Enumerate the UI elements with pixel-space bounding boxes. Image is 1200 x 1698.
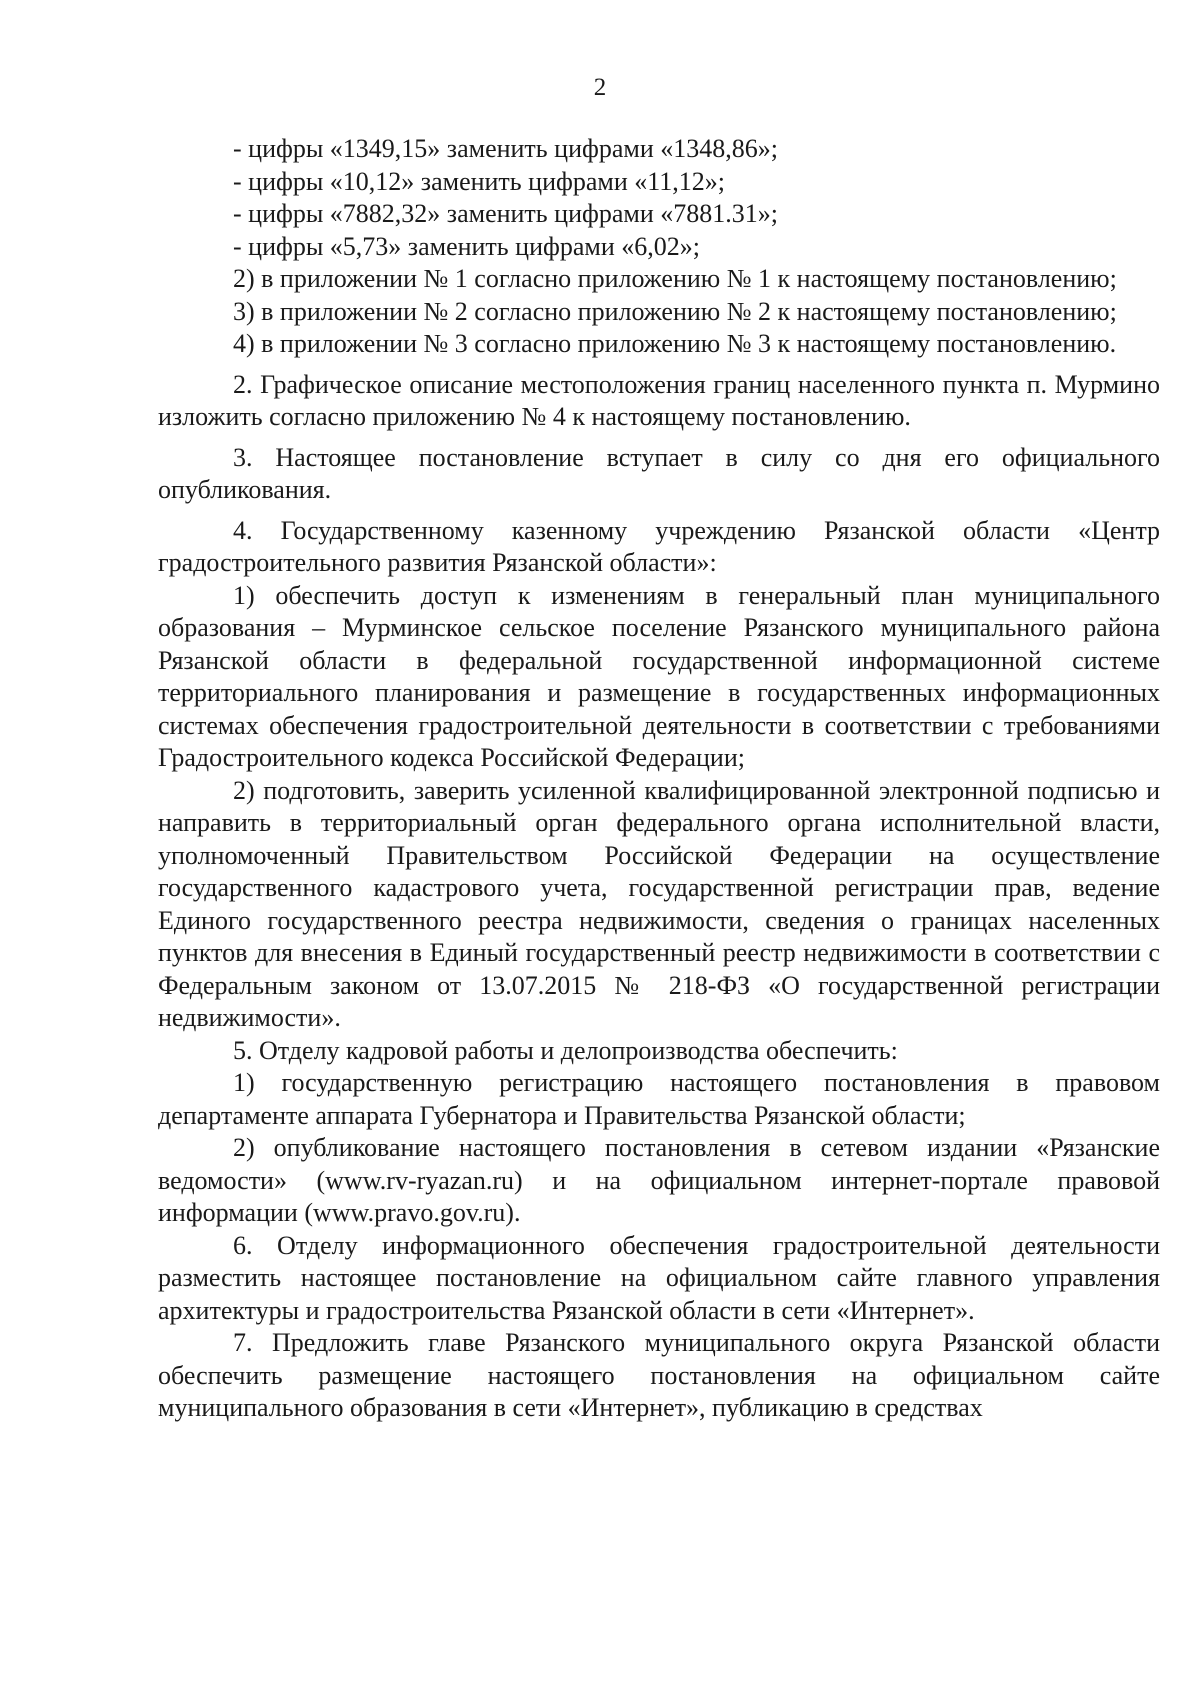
paragraph: - цифры «7882,32» заменить цифрами «7881.31»; bbox=[233, 199, 778, 228]
paragraph: 1) обеспечить доступ к изменениям в генеральный план муниципального образования – Мурминское сельское поселение Рязанского муниципального района Рязанской области в федеральной государственной информационной системе территориального планирования и размещение в государственных информационных системах обеспечения градостроительной деятельности в соответствии с требованиями Градостроительного кодекса Российской Федерации; bbox=[158, 580, 1160, 772]
paragraph: 4) в приложении № 3 согласно приложению № 3 к настоящему постановлению. bbox=[233, 329, 1117, 358]
paragraph: - цифры «1349,15» заменить цифрами «1348,86»; bbox=[233, 134, 778, 163]
paragraph: 2. Графическое описание местоположения границ населенного пункта п. Мурмино изложить согласно приложению № 4 к настоящему постановлению. bbox=[158, 369, 1160, 431]
paragraph: 3. Настоящее постановление вступает в силу со дня его официального опубликования. bbox=[158, 442, 1160, 504]
paragraph: 1) государственную регистрацию настоящего постановления в правовом департаменте аппарата Губернатора и Правительства Рязанской области; bbox=[158, 1068, 1160, 1130]
paragraph: - цифры «5,73» заменить цифрами «6,02»; bbox=[233, 231, 700, 261]
document-body bbox=[158, 133, 1160, 1425]
paragraph: 5. Отделу кадровой работы и делопроизводства обеспечить: bbox=[233, 1035, 898, 1065]
paragraph: 2) подготовить, заверить усиленной квалифицированной электронной подписью и направить в территориальный орган федерального органа исполнительной власти, уполномоченный Правительством Российской Федерации на осуществление государственного кадастрового учета, государственной регистрации прав, ведение Единого государственного реестра недвижимости, сведения о границах населенных пунктов для внесения в Единый государственный реестр недвижимости в соответствии с Федеральным законом от 13.07.2015 № 218-ФЗ «О государственной регистрации недвижимости». bbox=[158, 775, 1160, 1032]
paragraph: 7. Предложить главе Рязанского муниципального округа Рязанской области обеспечить размещение настоящего постановления на официальном сайте муниципального образования в сети «Интернет», публикацию в средствах bbox=[158, 1328, 1160, 1422]
page-number: 2 bbox=[593, 74, 607, 101]
paragraph: 3) в приложении № 2 согласно приложению № 2 к настоящему постановлению; bbox=[233, 296, 1117, 326]
paragraph: 2) опубликование настоящего постановления в сетевом издании «Рязанские ведомости» (www.rv-ryazan.ru) и на официальном интернет-портале правовой информации (www.pravo.gov.ru). bbox=[158, 1133, 1160, 1227]
paragraph: 2) в приложении № 1 согласно приложению № 1 к настоящему постановлению; bbox=[233, 264, 1117, 293]
paragraph: 6. Отделу информационного обеспечения градостроительной деятельности разместить настоящее постановление на официальном сайте главного управления архитектуры и градостроительства Рязанской области в сети «Интернет». bbox=[158, 1230, 1160, 1325]
paragraph: - цифры «10,12» заменить цифрами «11,12»; bbox=[233, 166, 725, 196]
paragraph: 4. Государственному казенному учреждению Рязанской области «Центр градостроительного развития Рязанской области»: bbox=[158, 515, 1160, 577]
